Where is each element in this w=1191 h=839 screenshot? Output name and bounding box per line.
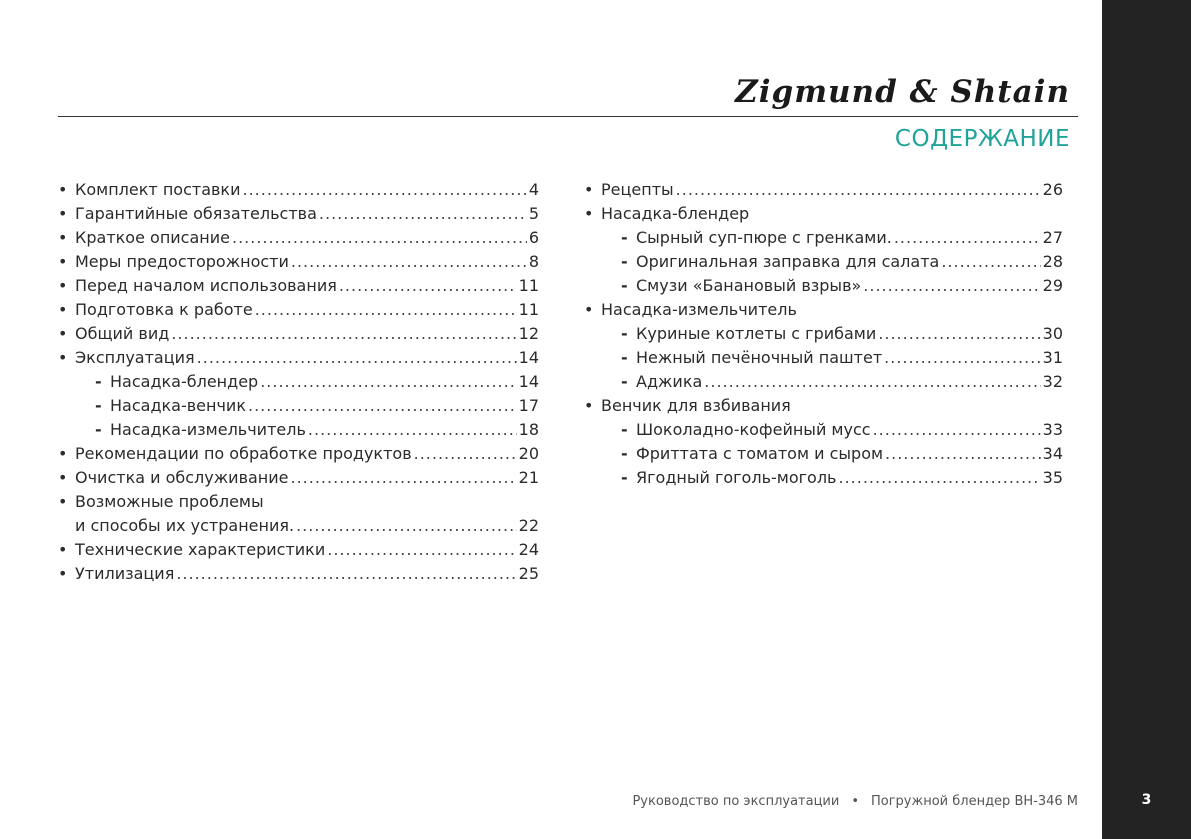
toc-entry-label: Подготовка к работе — [75, 300, 253, 319]
toc-entry-label: Насадка-блендер — [601, 204, 750, 223]
toc-entry-page: 14 — [518, 372, 539, 391]
dash-marker: - — [621, 276, 628, 295]
toc-entry — [58, 298, 539, 322]
toc-entry-label: Венчик для взбивания — [601, 396, 791, 415]
dash-marker: - — [621, 252, 628, 271]
toc-entry — [584, 466, 1063, 490]
dot-leader — [704, 370, 1040, 394]
toc-entry-label: Очистка и обслуживание — [75, 468, 289, 487]
dot-leader — [676, 178, 1041, 202]
dot-leader — [327, 538, 516, 562]
toc-entry-page: 11 — [518, 300, 539, 319]
dot-leader — [884, 346, 1041, 370]
toc-entry-label: Куриные котлеты с грибами — [636, 324, 877, 343]
toc-entry-page: 30 — [1042, 324, 1063, 343]
toc-entry-label: Гарантийные обязательства — [75, 204, 317, 223]
toc-entry-label: Эксплуатация — [75, 348, 195, 367]
toc-entry — [58, 274, 539, 298]
toc-entry — [58, 418, 539, 442]
dot-leader — [232, 226, 527, 250]
toc-entry-label: Сырный суп-пюре с гренками. — [636, 228, 892, 247]
bullet-marker: • — [58, 204, 68, 223]
toc-entry-page: 33 — [1042, 420, 1063, 439]
dot-leader — [894, 226, 1041, 250]
toc-entry-label: Возможные проблемы — [75, 492, 264, 511]
dot-leader — [242, 178, 526, 202]
toc-entry — [58, 226, 539, 250]
toc-entry-label: Насадка-измельчитель — [110, 420, 306, 439]
toc-entry-label: Насадка-измельчитель — [601, 300, 797, 319]
header-divider — [58, 116, 1078, 117]
toc-entry-label: Утилизация — [75, 564, 175, 583]
toc-entry — [58, 178, 539, 202]
toc-entry-page: 17 — [518, 396, 539, 415]
dash-marker: - — [621, 468, 628, 487]
toc-entry — [58, 562, 539, 586]
toc-entry — [58, 466, 539, 490]
toc-entry-label: Нежный печёночный паштет — [636, 348, 883, 367]
toc-entry-page: 4 — [528, 180, 539, 199]
dot-leader — [248, 394, 517, 418]
bullet-marker: • — [58, 300, 68, 319]
brand-logo: Zigmund & Shtain — [735, 74, 1070, 110]
dot-leader — [414, 442, 517, 466]
footer — [632, 794, 1078, 809]
toc-entry — [584, 394, 1063, 418]
dash-marker: - — [621, 420, 628, 439]
toc-entry — [58, 538, 539, 562]
toc-entry — [58, 250, 539, 274]
dash-marker: - — [95, 372, 102, 391]
toc-entry — [58, 346, 539, 370]
page-number: 3 — [1141, 792, 1152, 808]
toc-entry-label: Смузи «Банановый взрыв» — [636, 276, 862, 295]
toc-entry-label: Насадка-венчик — [110, 396, 246, 415]
toc-entry-page: 34 — [1042, 444, 1063, 463]
toc-entry-label: Меры предосторожности — [75, 252, 289, 271]
toc-entry — [584, 370, 1063, 394]
bullet-marker: • — [584, 180, 594, 199]
toc-entry — [58, 394, 539, 418]
toc-entry-page: 32 — [1042, 372, 1063, 391]
dash-marker: - — [621, 444, 628, 463]
toc-entry — [58, 490, 539, 514]
dot-leader — [878, 322, 1040, 346]
dash-marker: - — [621, 228, 628, 247]
toc-entry — [584, 226, 1063, 250]
toc-entry-label: Ягодный гоголь-моголь — [636, 468, 837, 487]
toc-entry-label: Оригинальная заправка для салата — [636, 252, 940, 271]
dash-marker: - — [95, 420, 102, 439]
dash-marker: - — [621, 324, 628, 343]
bullet-marker: • — [58, 180, 68, 199]
section-title: СОДЕРЖАНИЕ — [894, 126, 1070, 152]
dot-leader — [260, 370, 516, 394]
toc-entry-page: 28 — [1042, 252, 1063, 271]
toc-entry-page: 20 — [518, 444, 539, 463]
dot-leader — [176, 562, 516, 586]
toc-entry-page: 12 — [518, 324, 539, 343]
bullet-marker: • — [58, 492, 68, 511]
dot-leader — [339, 274, 517, 298]
toc-entry-label: Рекомендации по обработке продуктов — [75, 444, 412, 463]
toc-entry-label: Краткое описание — [75, 228, 230, 247]
toc-entry-page: 22 — [518, 516, 539, 535]
toc-entry-page: 6 — [528, 228, 539, 247]
toc-entry — [584, 202, 1063, 226]
toc-entry — [58, 370, 539, 394]
toc-entry — [584, 322, 1063, 346]
dot-leader — [885, 442, 1041, 466]
bullet-marker: • — [58, 564, 68, 583]
toc-entry — [584, 346, 1063, 370]
toc-entry-label: Комплект поставки — [75, 180, 241, 199]
dot-leader — [873, 418, 1041, 442]
dot-leader — [308, 418, 517, 442]
toc-entry-label: Фриттата с томатом и сыром — [636, 444, 884, 463]
dash-marker: - — [95, 396, 102, 415]
toc-entry — [58, 442, 539, 466]
toc-entry — [584, 178, 1063, 202]
toc-entry-label: Технические характеристики — [75, 540, 326, 559]
dot-leader — [838, 466, 1040, 490]
dash-marker: - — [621, 372, 628, 391]
dot-leader — [291, 250, 527, 274]
toc-entry-page: 35 — [1042, 468, 1063, 487]
toc-entry-page: 5 — [528, 204, 539, 223]
bullet-marker: • — [58, 252, 68, 271]
toc-entry-page: 8 — [528, 252, 539, 271]
toc-entry — [584, 274, 1063, 298]
dot-leader — [255, 298, 517, 322]
dot-leader — [291, 466, 517, 490]
toc-entry — [584, 418, 1063, 442]
bullet-marker: • — [58, 468, 68, 487]
toc-entry-page: 31 — [1042, 348, 1063, 367]
dash-marker: - — [621, 348, 628, 367]
toc-entry-page: 27 — [1042, 228, 1063, 247]
toc-entry-label: Рецепты — [601, 180, 674, 199]
toc-entry-page: 29 — [1042, 276, 1063, 295]
bullet-marker: • — [58, 276, 68, 295]
dot-leader — [197, 346, 517, 370]
toc-entry — [58, 514, 539, 538]
bullet-marker: • — [584, 204, 594, 223]
footer-manual-title: Руководство по эксплуатации — [632, 794, 840, 809]
toc-entry-page: 18 — [518, 420, 539, 439]
toc-right-column — [584, 178, 1063, 490]
toc-entry-label: Насадка-блендер — [110, 372, 259, 391]
dot-leader — [941, 250, 1040, 274]
toc-entry — [584, 298, 1063, 322]
toc-entry-page: 21 — [518, 468, 539, 487]
dot-leader — [171, 322, 516, 346]
bullet-marker: • — [58, 228, 68, 247]
toc-entry-page: 24 — [518, 540, 539, 559]
dot-leader — [863, 274, 1040, 298]
toc-entry-label: и способы их устранения. — [75, 516, 295, 535]
toc-entry-page: 11 — [518, 276, 539, 295]
bullet-marker: • — [584, 396, 594, 415]
toc-entry-label: Аджика — [636, 372, 703, 391]
toc-entry-page: 26 — [1042, 180, 1063, 199]
toc-entry-page: 14 — [518, 348, 539, 367]
bullet-marker: • — [58, 444, 68, 463]
dot-leader — [319, 202, 527, 226]
footer-product-name: Погружной блендер BH-346 M — [871, 794, 1078, 809]
toc-entry — [584, 250, 1063, 274]
toc-entry — [58, 322, 539, 346]
toc-entry — [584, 442, 1063, 466]
footer-separator: • — [851, 794, 859, 809]
bullet-marker: • — [58, 348, 68, 367]
toc-entry-label: Шоколадно-кофейный мусс — [636, 420, 871, 439]
side-strip — [1102, 0, 1191, 839]
toc-entry-page: 25 — [518, 564, 539, 583]
dot-leader — [296, 514, 517, 538]
bullet-marker: • — [58, 324, 68, 343]
toc-entry-label: Перед началом использования — [75, 276, 337, 295]
toc-entry — [58, 202, 539, 226]
toc-left-column — [58, 178, 539, 586]
bullet-marker: • — [584, 300, 594, 319]
bullet-marker: • — [58, 540, 68, 559]
toc-entry-label: Общий вид — [75, 324, 170, 343]
